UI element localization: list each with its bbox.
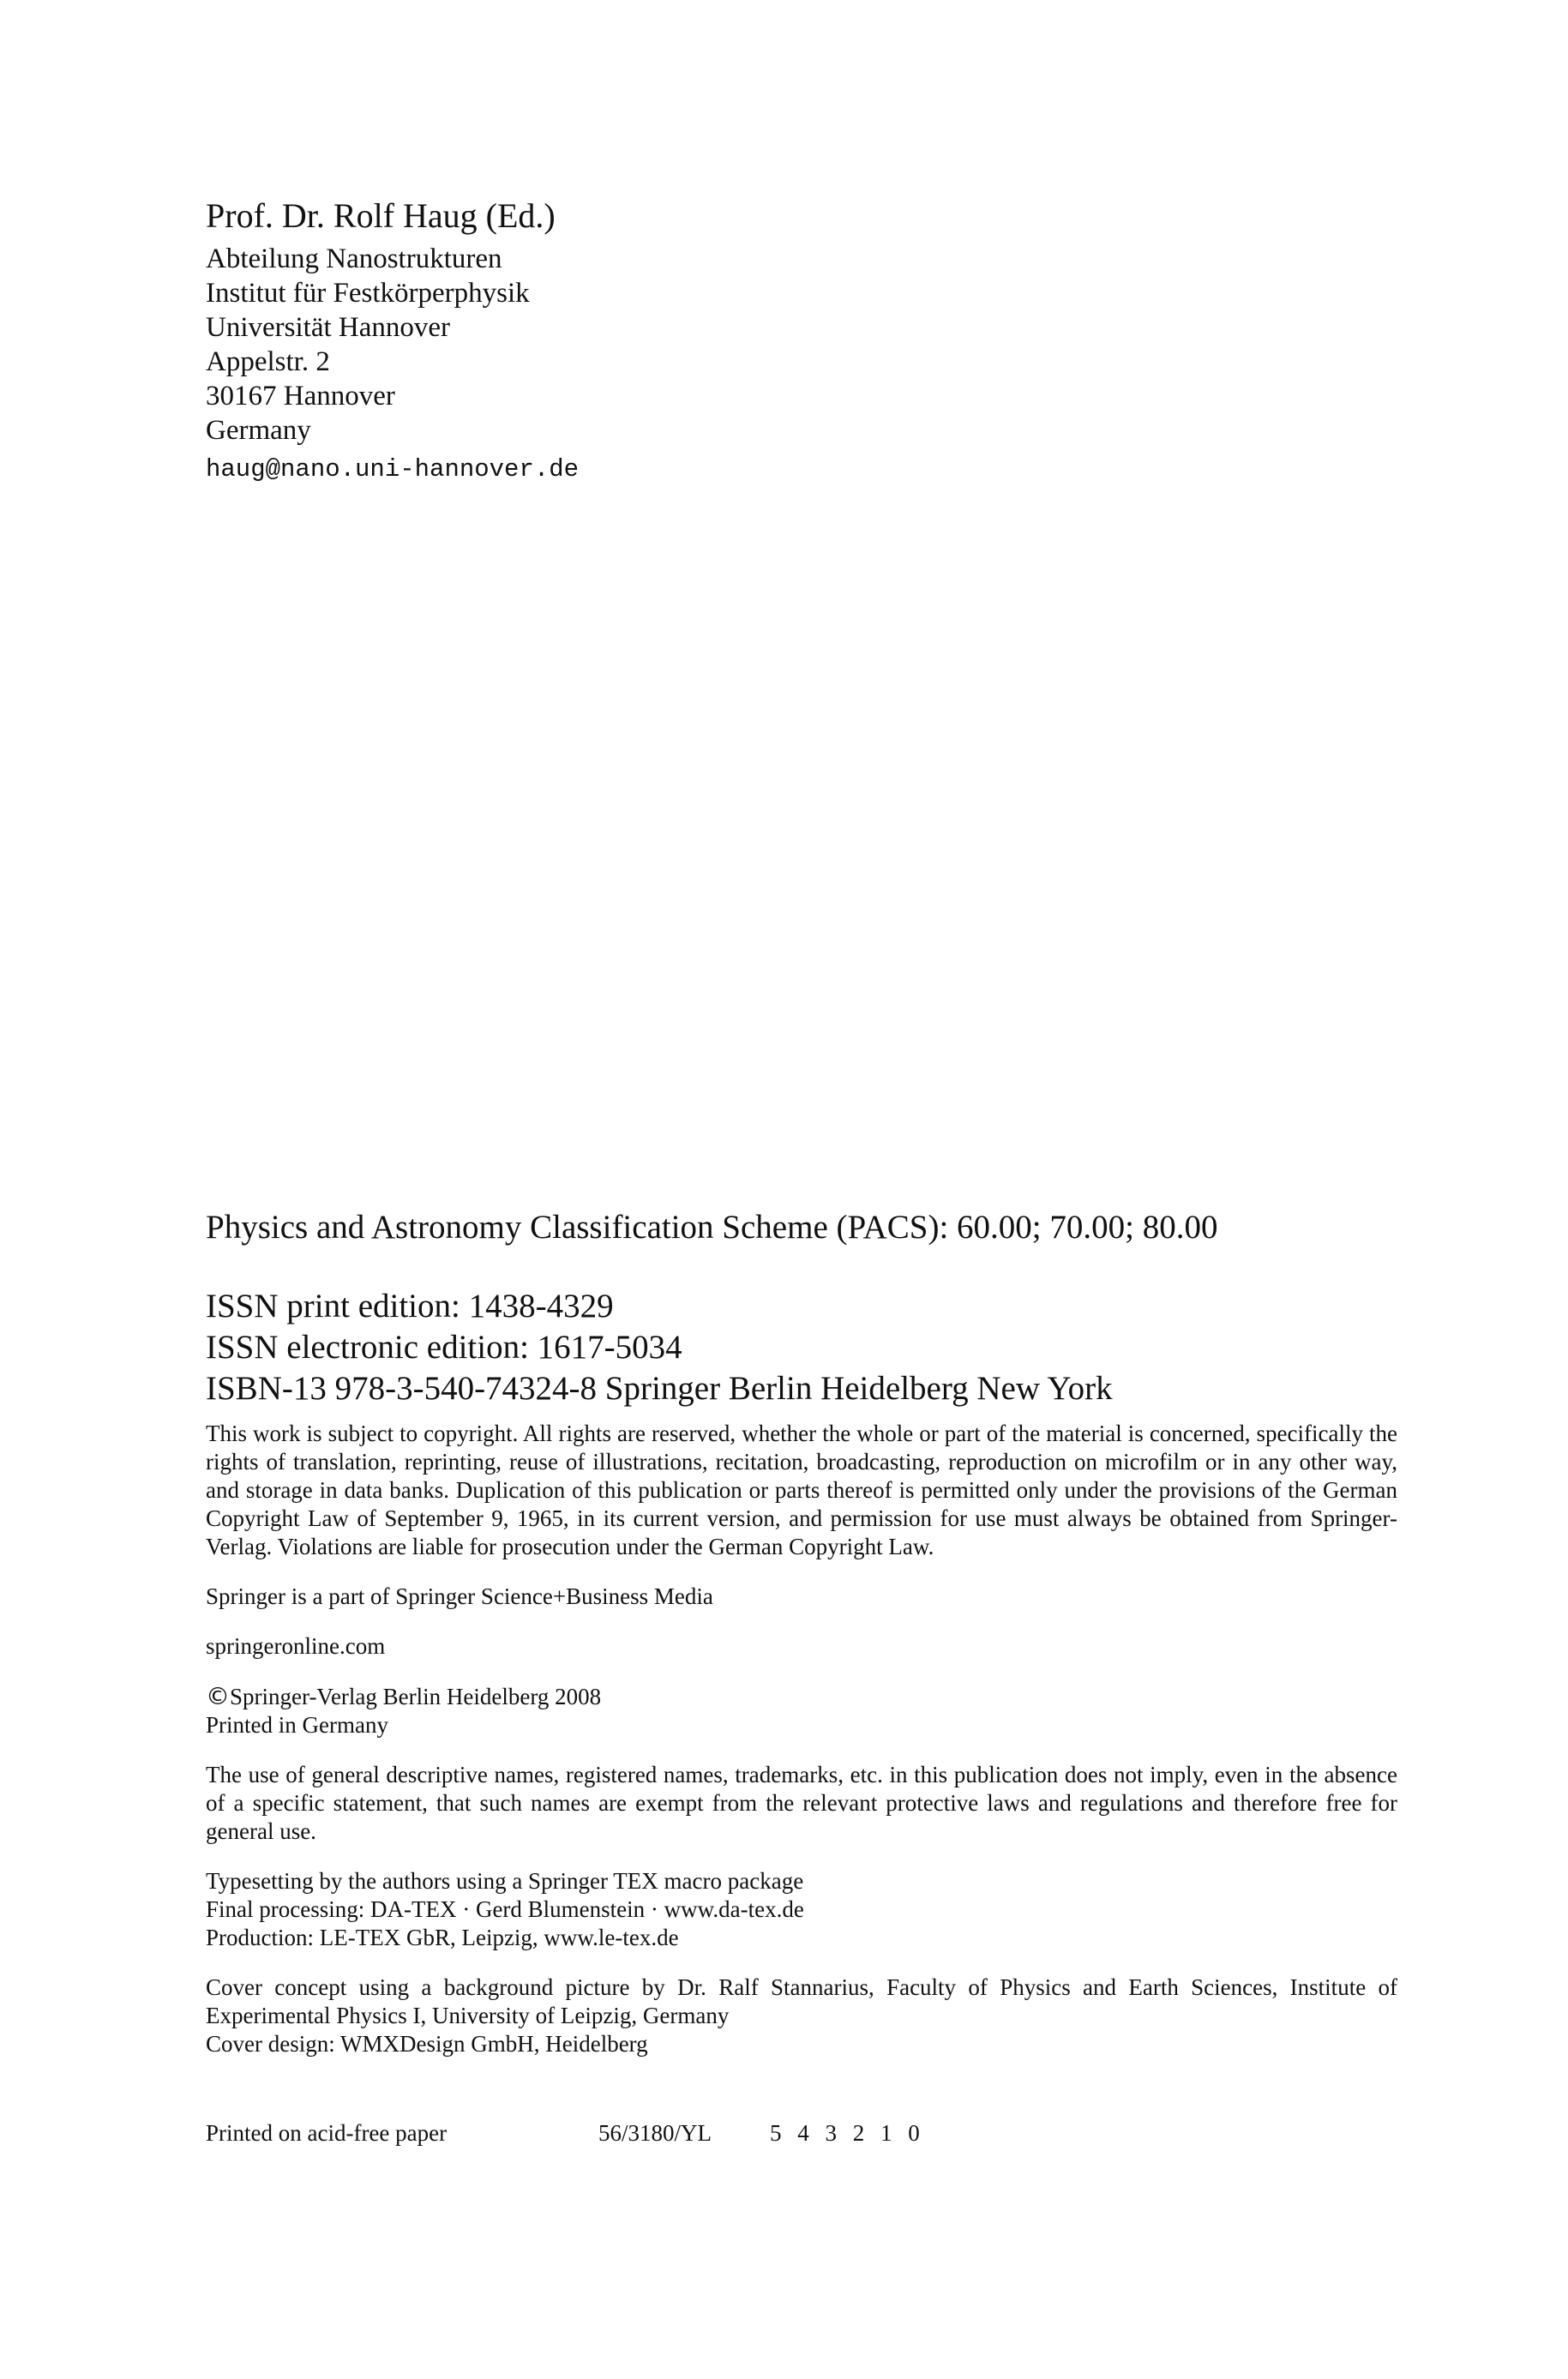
identifiers-block bbox=[206, 1286, 1113, 1409]
copyright-line bbox=[206, 1682, 1397, 1711]
pacs-classification: Physics and Astronomy Classification Scheme (PACS): 60.00; 70.00; 80.00 bbox=[206, 1209, 1218, 1246]
production-block bbox=[206, 1867, 1397, 1952]
trademark-notice: The use of general descriptive names, registered names, trademarks, etc. in this publication does not imply, even in the absence of a specific statement, that such names are exempt from the relevant protective laws and regulations and therefore free for general use. bbox=[206, 1762, 1397, 1844]
copyright-notice: This work is subject to copyright. All rights are reserved, whether the whole or part of the material is concerned, specifically the rights of translation, reprinting, reuse of illustrations, recitation, broadcasting, reproduction on microfilm or in any other way, and storage in data banks. Duplication of this publication or parts thereof is permitted only under the provisions of the German Copyright Law of September 9, 1965, in its current version, and permission for use must always be obtained from Springer-Verlag. Violations are liable for prosecution under the German Copyright Law. bbox=[206, 1421, 1397, 1559]
issn-electronic: ISSN electronic edition: 1617-5034 bbox=[206, 1329, 682, 1366]
cover-block bbox=[206, 1973, 1397, 2058]
address-line-university: Universität Hannover bbox=[206, 312, 450, 343]
address-line-institute: Institut für Festkörperphysik bbox=[206, 278, 530, 309]
cover-design: Cover design: WMXDesign GmbH, Heidelberg bbox=[206, 2031, 648, 2057]
address-line-street: Appelstr. 2 bbox=[206, 346, 330, 377]
isbn: ISBN-13 978-3-540-74324-8 Springer Berlin Heidelberg New York bbox=[206, 1370, 1113, 1407]
copyright-symbol: © bbox=[206, 1682, 230, 1710]
copyright-holder-block bbox=[206, 1682, 1397, 1739]
typesetting: Typesetting by the authors using a Springer TEX macro package bbox=[206, 1868, 804, 1894]
print-code: 56/3180/YL bbox=[598, 2120, 712, 2146]
print-run: 5 4 3 2 1 0 bbox=[770, 2120, 925, 2146]
springer-part: Springer is a part of Springer Science+Business Media bbox=[206, 1583, 713, 1609]
address-line-country: Germany bbox=[206, 415, 311, 446]
issn-print: ISSN print edition: 1438-4329 bbox=[206, 1288, 614, 1325]
printed-in: Printed in Germany bbox=[206, 1712, 388, 1738]
printing-info-row bbox=[206, 2119, 925, 2148]
final-processing: Final processing: DA-TEX · Gerd Blumenstein · www.da-tex.de bbox=[206, 1896, 804, 1922]
editor-name: Prof. Dr. Rolf Haug (Ed.) bbox=[206, 196, 556, 235]
springer-website: springeronline.com bbox=[206, 1633, 386, 1659]
cover-concept: Cover concept using a background picture by Dr. Ralf Stannarius, Faculty of Physics and Earth Sciences, Institute of Experimental Physics I, University of Leipzig, Germany bbox=[206, 1974, 1397, 2028]
address-line-department: Abteilung Nanostrukturen bbox=[206, 243, 502, 274]
production: Production: LE-TEX GbR, Leipzig, www.le-tex.de bbox=[206, 1925, 679, 1950]
legal-block bbox=[206, 1420, 1397, 2080]
editor-block bbox=[206, 195, 579, 487]
copyright-holder: Springer-Verlag Berlin Heidelberg 2008 bbox=[230, 1684, 602, 1709]
acid-free-paper: Printed on acid-free paper bbox=[206, 2120, 448, 2146]
editor-email: haug@nano.uni-hannover.de bbox=[206, 455, 580, 484]
address-line-city: 30167 Hannover bbox=[206, 381, 395, 412]
